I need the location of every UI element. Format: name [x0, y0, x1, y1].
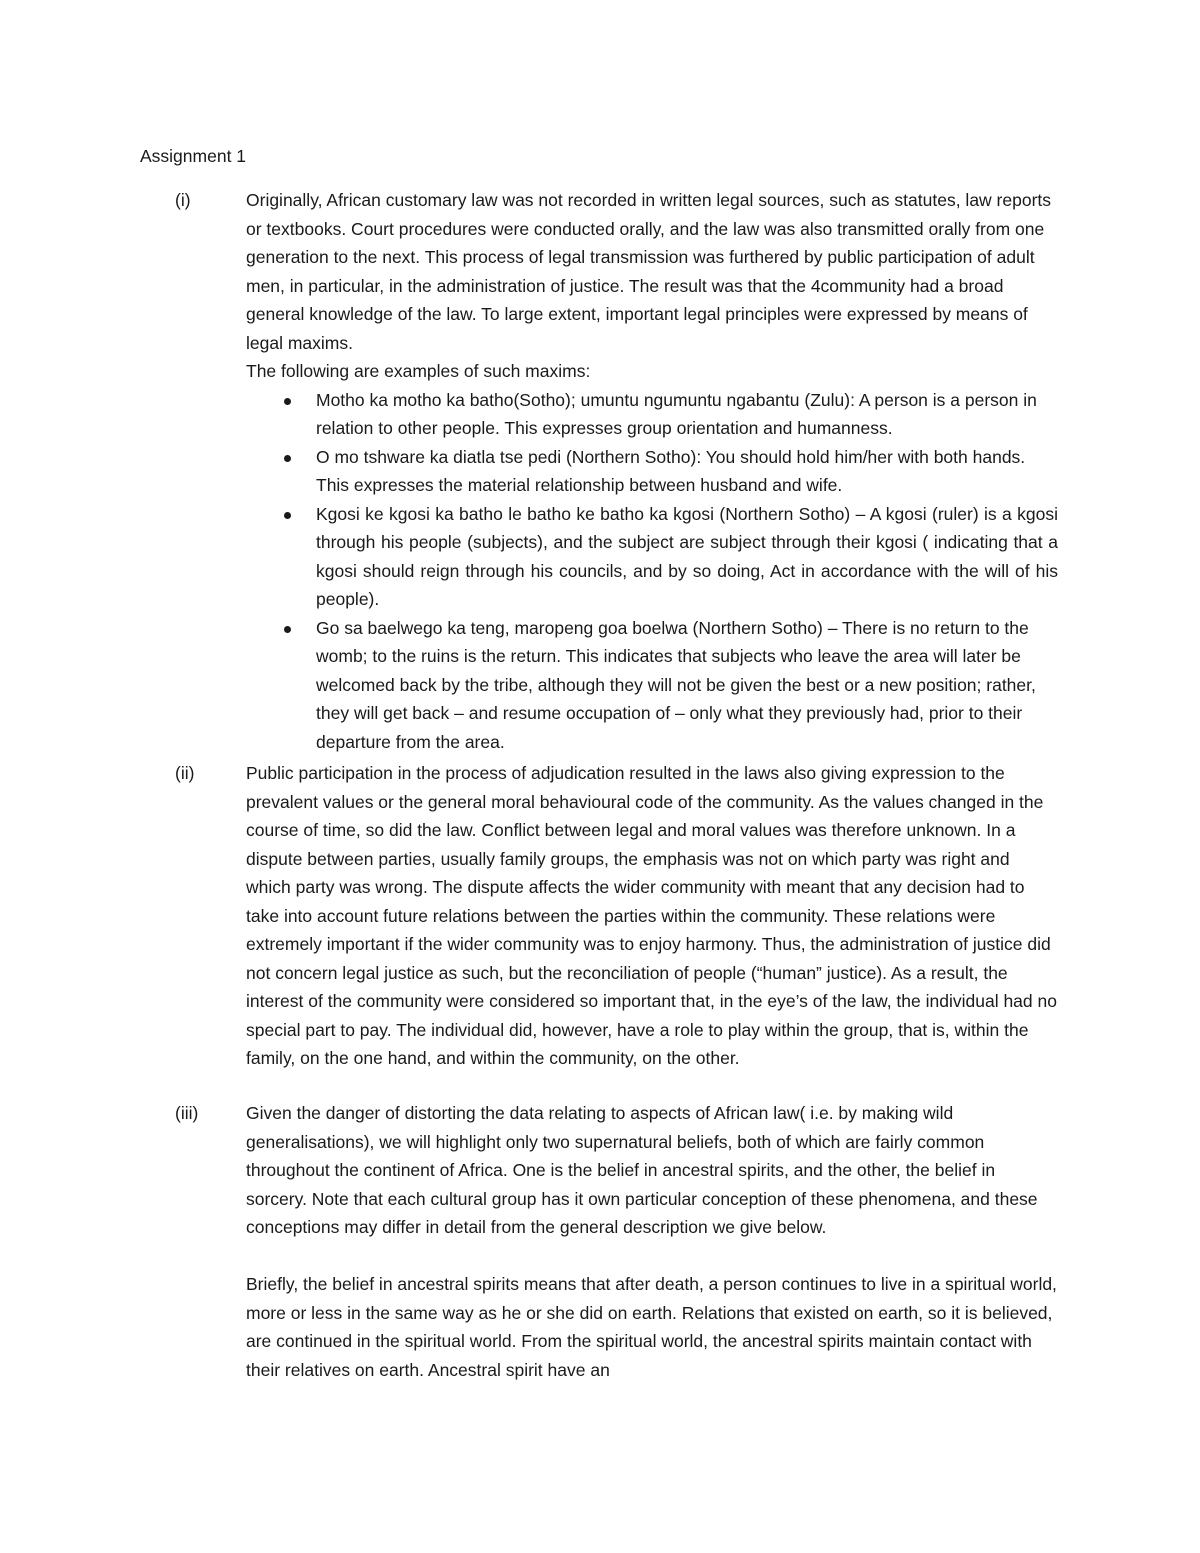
section-number: (i) — [175, 190, 191, 210]
section-body — [246, 186, 1058, 756]
maxim-item: Motho ka motho ka batho(Sotho); umuntu ngumuntu ngabantu (Zulu): A person is a person in relation to other people. This expresses group orientation and humanness. — [246, 386, 1058, 443]
section-number: (iii) — [175, 1103, 199, 1123]
maxim-item: Go sa baelwego ka teng, maropeng goa boelwa (Northern Sotho) – There is no return to the womb; to the ruins is the return. This indicates that subjects who leave the area will later be welcomed back by the tribe, although they will not be given the best or a new position; rather, they will get back – and resume occupation of – only what they previously had, prior to their departure from the area. — [246, 614, 1058, 757]
section-body — [246, 759, 1058, 1073]
section-paragraph: Briefly, the belief in ancestral spirits means that after death, a person continues to live in a spiritual world, more or less in the same way as he or she did on earth. Relations that existed on earth, so it is believed, are continued in the spiritual world. From the spiritual world, the ancestral spirits maintain contact with their relatives on earth. Ancestral spirit have an — [246, 1274, 1057, 1380]
section-paragraph: Given the danger of distorting the data relating to aspects of African law( i.e. by making wild generalisations), we will highlight only two supernatural beliefs, both of which are fairly common throughout the continent of Africa. One is the belief in ancestral spirits, and the other, the belief in sorcery. Note that each cultural group has it own particular conception of these phenomena, and these conceptions may differ in detail from the general description we give below. — [246, 1103, 1038, 1237]
section-number: (ii) — [175, 763, 195, 783]
section-paragraph: Originally, African customary law was not recorded in written legal sources, such as statutes, law reports or textbooks. Court procedures were conducted orally, and the law was also transmitted orally from one generation to the next. This process of legal transmission was furthered by public participation of adult men, in particular, in the administration of justice. The result was that the 4community had a broad general knowledge of the law. To large extent, important legal principles were expressed by means of legal maxims. — [246, 190, 1052, 353]
maxims-list — [246, 386, 1058, 757]
maxims-lead: The following are examples of such maxims: — [246, 361, 591, 381]
maxim-item: O mo tshware ka diatla tse pedi (Northern Sotho): You should hold him/her with both hands. This expresses the material relationship between husband and wife. — [246, 443, 1058, 500]
section-body — [246, 1099, 1058, 1384]
maxim-item: Kgosi ke kgosi ka batho le batho ke batho ka kgosi (Northern Sotho) – A kgosi (ruler) is a kgosi through his people (subjects), and the subject are subject through their kgosi ( indicating that a kgosi should reign through his councils, and by so doing, Act in accordance with the will of his people). — [246, 500, 1058, 614]
document-title: Assignment 1 — [140, 146, 247, 166]
section-paragraph: Public participation in the process of adjudication resulted in the laws also giving expression to the prevalent values or the general moral behavioural code of the community. As the values changed in the course of time, so did the law. Conflict between legal and moral values was therefore unknown. In a dispute between parties, usually family groups, the emphasis was not on which party was right and which party was wrong. The dispute affects the wider community with meant that any decision had to take into account future relations between the parties within the community. These relations were extremely important if the wider community was to enjoy harmony. Thus, the administration of justice did not concern legal justice as such, but the reconciliation of people (“human” justice). As a result, the interest of the community were considered so important that, in the eye’s of the law, the individual had no special part to pay. The individual did, however, have a role to play within the group, that is, within the family, on the one hand, and within the community, on the other. — [246, 763, 1057, 1068]
